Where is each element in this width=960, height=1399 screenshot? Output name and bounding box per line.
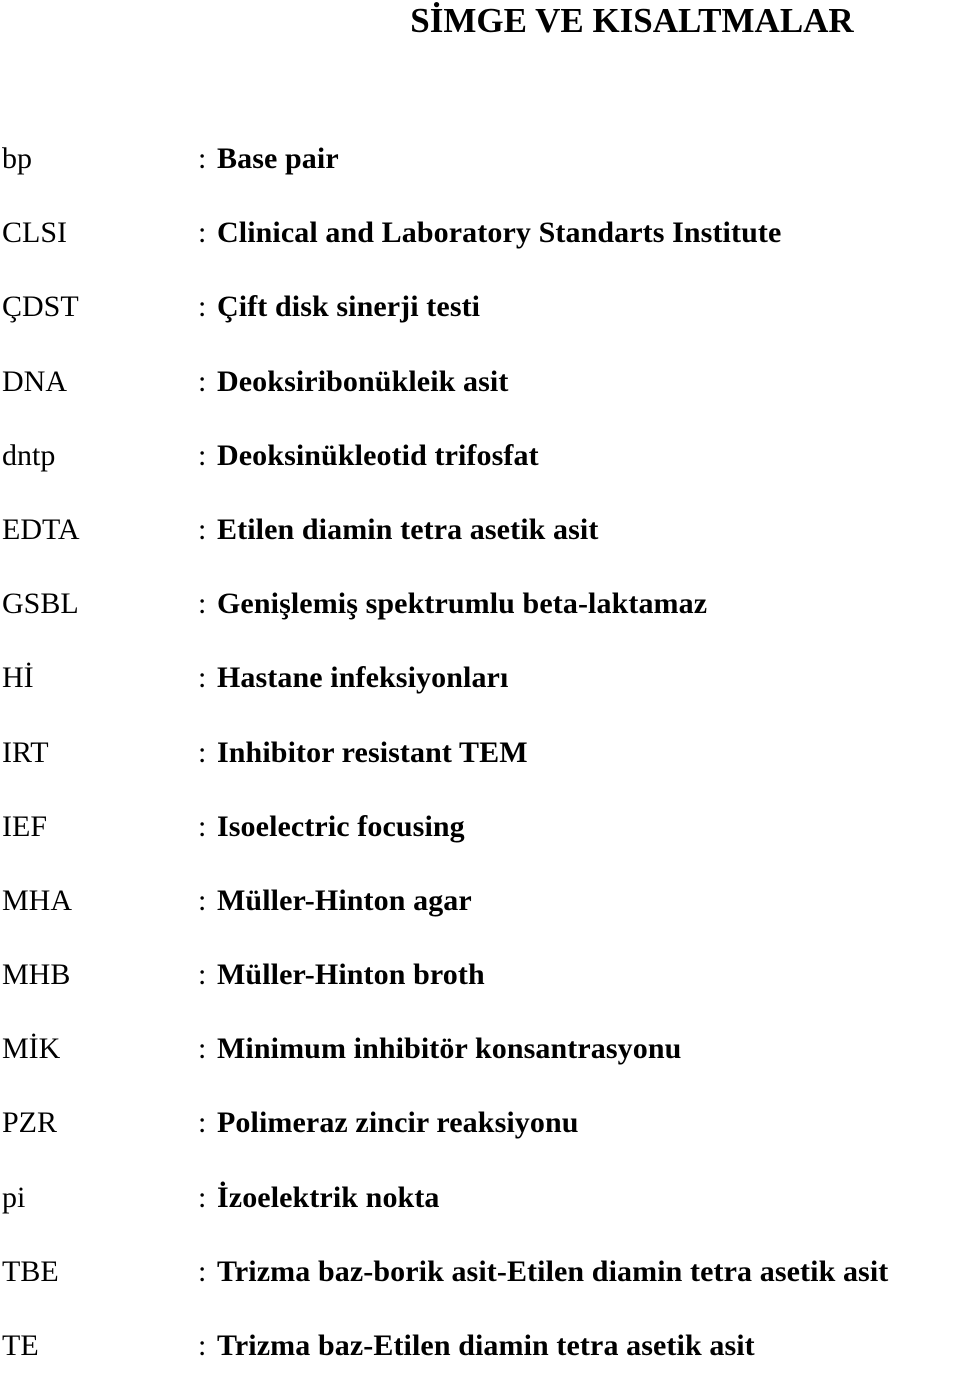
separator: : (198, 587, 207, 621)
list-item (0, 657, 960, 731)
definition: Isoelectric focusing (217, 809, 465, 843)
abbreviation: Hİ (2, 661, 34, 695)
abbreviation: MHA (2, 883, 73, 917)
list-item (0, 286, 960, 360)
definition: Trizma baz-borik asit-Etilen diamin tetra asetik asit (217, 1254, 889, 1288)
abbreviation: MİK (2, 1032, 61, 1066)
abbreviation: IEF (2, 809, 47, 843)
abbreviation: dntp (2, 438, 56, 472)
separator: : (198, 1254, 207, 1288)
separator: : (198, 364, 207, 398)
abbreviation: PZR (2, 1106, 58, 1140)
list-item (0, 880, 960, 954)
abbreviation: CLSI (2, 216, 68, 250)
separator: : (198, 809, 207, 843)
list-item (0, 1028, 960, 1102)
definition: İzoelektrik nokta (217, 1180, 440, 1214)
list-item (0, 1177, 960, 1251)
definition: Hastane infeksiyonları (217, 661, 509, 695)
abbreviation: GSBL (2, 587, 79, 621)
abbreviation: DNA (2, 364, 67, 398)
separator: : (198, 735, 207, 769)
separator: : (198, 661, 207, 695)
list-item (0, 1325, 960, 1399)
definition: Müller-Hinton agar (217, 883, 472, 917)
definition: Clinical and Laboratory Standarts Institute (217, 216, 782, 250)
separator: : (198, 1180, 207, 1214)
list-item (0, 509, 960, 583)
abbreviation: ÇDST (2, 290, 79, 324)
list-item (0, 212, 960, 286)
definition: Deoksiribonükleik asit (217, 364, 509, 398)
definition: Müller-Hinton broth (217, 958, 485, 992)
definition: Genişlemiş spektrumlu beta-laktamaz (217, 587, 708, 621)
abbreviation-list (0, 138, 960, 1399)
definition: Trizma baz-Etilen diamin tetra asetik asit (217, 1329, 755, 1362)
abbreviation: EDTA (2, 512, 80, 546)
abbreviation: pi (2, 1180, 26, 1214)
list-item (0, 732, 960, 806)
separator: : (198, 438, 207, 472)
definition: Inhibitor resistant TEM (217, 735, 528, 769)
separator: : (198, 1106, 207, 1140)
abbreviation: bp (2, 142, 32, 175)
abbreviation: IRT (2, 735, 49, 769)
list-item (0, 435, 960, 509)
list-item (0, 954, 960, 1028)
definition: Base pair (217, 142, 339, 175)
list-item (0, 583, 960, 657)
definition: Deoksinükleotid trifosfat (217, 438, 539, 472)
separator: : (198, 958, 207, 992)
list-item (0, 806, 960, 880)
definition: Polimeraz zincir reaksiyonu (217, 1106, 579, 1140)
abbreviation: TBE (2, 1254, 59, 1288)
separator: : (198, 1032, 207, 1066)
list-item (0, 1251, 960, 1325)
separator: : (198, 216, 207, 250)
separator: : (198, 512, 207, 546)
separator: : (198, 290, 207, 324)
separator: : (198, 1329, 207, 1362)
definition: Çift disk sinerji testi (217, 290, 481, 324)
list-item (0, 138, 960, 212)
abbreviation: MHB (2, 958, 71, 992)
definition: Minimum inhibitör konsantrasyonu (217, 1032, 682, 1066)
separator: : (198, 142, 207, 175)
list-item (0, 1102, 960, 1176)
definition: Etilen diamin tetra asetik asit (217, 512, 599, 546)
abbreviation: TE (2, 1329, 39, 1362)
list-item (0, 361, 960, 435)
page-title: SİMGE VE KISALTMALAR (410, 1, 854, 40)
separator: : (198, 883, 207, 917)
